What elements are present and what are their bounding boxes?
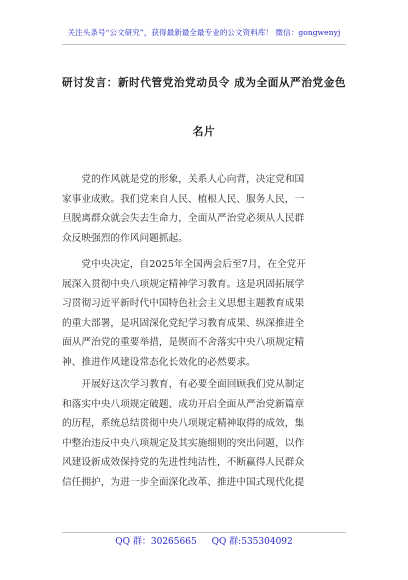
paragraph-line: 和落实中央八项规定破题、成功开启全面从严治党新篇章 — [62, 398, 305, 410]
footer-qq-group-1: QQ 群：30265665 — [115, 537, 197, 547]
paragraph-line: 的历程，系统总结贯彻中央八项规定精神取得的成效，集 — [62, 418, 305, 430]
footer — [0, 534, 408, 547]
header-banner: 关注头条号“公文研究”，获得最新最全最专业的公文资料库！ 微信：gongwenyj — [67, 28, 341, 37]
paragraph-2 — [62, 255, 352, 373]
paragraph-3 — [62, 375, 352, 493]
paragraph-line: 开展好这次学习教育，有必要全面回顾我们党从制定 — [81, 379, 305, 390]
paragraph-line: 习贯彻习近平新时代中国特色社会主义思想主题教育成果 — [62, 298, 305, 310]
paragraph-line: 展深入贯彻中央八项规定精神学习教育。这是巩固拓展学 — [62, 278, 305, 290]
paragraph-line: 的重大部署，是巩固深化党纪学习教育成果、纵深推进全 — [62, 317, 305, 329]
paragraph-line: 家事业成败。我们党来自人民、植根人民、服务人民，一 — [62, 193, 305, 205]
paragraph-line: 党中央决定，自2025年全国两会后至7月，在全党开 — [81, 259, 306, 270]
paragraph-line: 神、推进作风建设常态化长效化的必然要求。 — [62, 356, 256, 368]
paragraph-line: 风建设新成效保持党的先进性纯洁性，不断赢得人民群众 — [62, 457, 305, 469]
paragraph-line: 党的作风就是党的形象，关系人心向背，决定党和国 — [81, 174, 305, 185]
paragraph-line: 面从严治党的重要举措，是锲而不舍落实中央八项规定精 — [62, 337, 305, 349]
paragraph-line: 众反映强烈的作风问题抓起。 — [62, 232, 188, 244]
paragraph-1 — [62, 170, 352, 248]
paragraph-line: 信任拥护，为进一步全面深化改革、推进中国式现代化提 — [62, 476, 305, 488]
paragraph-line: 旦脱离群众就会失去生命力，全面从严治党必须从人民群 — [62, 213, 305, 225]
header-divider — [62, 44, 346, 45]
footer-qq-group-2: QQ 群:535304092 — [211, 537, 293, 547]
footer-divider — [62, 532, 346, 533]
document-title: 研讨发言：新时代管党治党动员令 成为全面从严治党金色 — [62, 77, 347, 89]
document-title-continuation: 名片 — [192, 126, 216, 138]
paragraph-line: 中整治违反中央八项规定及其实施细则的突出问题，以作 — [62, 437, 305, 449]
